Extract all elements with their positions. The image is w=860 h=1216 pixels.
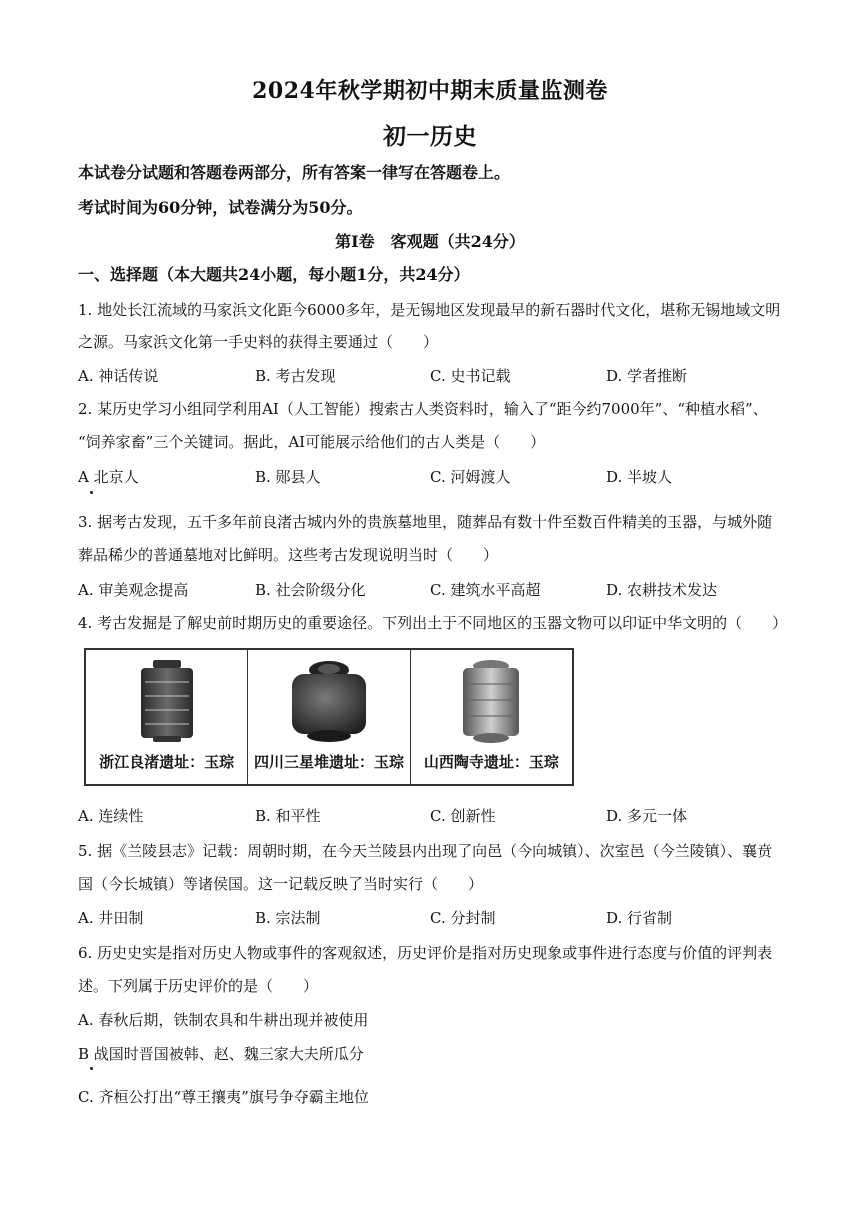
- q6-option-b: B 战国时晋国被韩、赵、魏三家大夫所瓜分: [78, 1045, 364, 1063]
- q5-option-d: D. 行省制: [606, 909, 673, 927]
- q1-option-c: C. 史书记载: [430, 367, 511, 385]
- q2-option-d: D. 半坡人: [606, 468, 673, 486]
- jade-cong-liangzhu-icon: [131, 658, 203, 744]
- q5-option-a: A. 井田制: [78, 909, 144, 927]
- q6-option-c: C. 齐桓公打出“尊王攘夷”旗号争夺霸主地位: [78, 1088, 369, 1106]
- exam-title: 2024年秋学期初中期末质量监测卷: [252, 78, 608, 104]
- note-1: 本试卷分试题和答题卷两部分，所有答案一律写在答题卷上。: [78, 163, 511, 182]
- jade-cong-taosi-icon: [453, 658, 529, 744]
- q3-line-1: 3. 据考古发现，五千多年前良渚古城内外的贵族墓地里，随葬品有数十件至数百件精美的玉器，与城外随: [78, 513, 773, 531]
- q2-option-c: C. 河姆渡人: [430, 468, 511, 486]
- q6-option-a: A. 春秋后期，铁制农具和牛耕出现并被使用: [78, 1011, 369, 1029]
- q5-line-2: 国（今长城镇）等诸侯国。这一记载反映了当时实行（ ）: [78, 875, 484, 893]
- q3-option-b: B. 社会阶级分化: [255, 581, 366, 599]
- q2-dot-mark: [90, 491, 93, 494]
- q6-line-2: 述。下列属于历史评价的是（ ）: [78, 977, 319, 995]
- jade-cong-image-table: [84, 648, 574, 786]
- q4-option-d: D. 多元一体: [606, 807, 688, 825]
- caption-liangzhu: 浙江良渚遗址：玉琮: [99, 753, 235, 771]
- image-cell-taosi: [411, 650, 572, 784]
- q4-option-b: B. 和平性: [255, 807, 321, 825]
- q2-line-1: 2. 某历史学习小组同学利用AI（人工智能）搜索古人类资料时，输入了“距今约7000年”、“种植水稻”、: [78, 400, 768, 418]
- q2-option-a: A 北京人: [78, 468, 139, 486]
- note-2: 考试时间为60分钟，试卷满分为50分。: [78, 198, 363, 217]
- q1-option-a: A. 神话传说: [78, 367, 159, 385]
- caption-sanxingdui: 四川三星堆遗址：玉琮: [253, 753, 404, 771]
- section-title: 一、选择题（本大题共24小题，每小题1分，共24分）: [78, 265, 470, 284]
- q4-option-a: A. 连续性: [78, 807, 144, 825]
- exam-subject: 初一历史: [383, 123, 477, 150]
- q1-line-1: 1. 地处长江流域的马家浜文化距今6000多年，是无锡地区发现最早的新石器时代文化，堪称无锡地域文明: [78, 301, 781, 319]
- jade-cong-sanxingdui-icon: [284, 658, 374, 744]
- q1-option-b: B. 考古发现: [255, 367, 336, 385]
- q3-option-c: C. 建筑水平高超: [430, 581, 541, 599]
- q4-line-1: 4. 考古发掘是了解史前时期历史的重要途径。下列出土于不同地区的玉器文物可以印证中华文明的（ ）: [78, 614, 788, 632]
- q3-line-2: 葬品稀少的普通墓地对比鲜明。这些考古发现说明当时（ ）: [78, 546, 499, 564]
- q6-dot-mark: [90, 1067, 93, 1070]
- q6-line-1: 6. 历史史实是指对历史人物或事件的客观叙述，历史评价是指对历史现象或事件进行态度与价值的评判表: [78, 944, 773, 962]
- q1-line-2: 之源。马家浜文化第一手史料的获得主要通过（ ）: [78, 333, 439, 351]
- q5-line-1: 5. 据《兰陵县志》记载：周朝时期，在今天兰陵县内出现了向邑（今向城镇）、次室邑（今兰陵镇）、襄贲: [78, 842, 773, 860]
- part-title: 第Ⅰ卷 客观题（共24分）: [335, 232, 525, 251]
- q3-option-a: A. 审美观念提高: [78, 581, 189, 599]
- q1-option-d: D. 学者推断: [606, 367, 688, 385]
- q5-option-b: B. 宗法制: [255, 909, 321, 927]
- q2-line-2: “饲养家畜”三个关键词。据此，AI可能展示给他们的古人类是（ ）: [78, 433, 546, 451]
- q4-option-c: C. 创新性: [430, 807, 496, 825]
- q2-option-b: B. 郧县人: [255, 468, 321, 486]
- q3-option-d: D. 农耕技术发达: [606, 581, 718, 599]
- q5-option-c: C. 分封制: [430, 909, 496, 927]
- image-cell-sanxingdui: [248, 650, 410, 784]
- image-cell-liangzhu: [86, 650, 248, 784]
- caption-taosi: 山西陶寺遗址：玉琮: [423, 753, 559, 771]
